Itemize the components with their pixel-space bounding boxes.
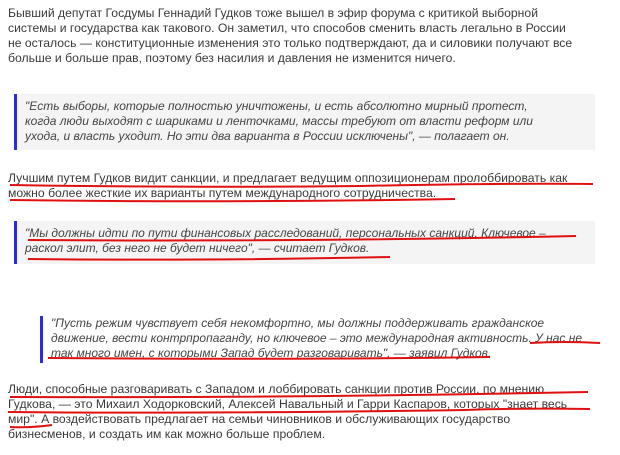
paragraph-intro (8, 6, 572, 66)
paragraph-sanctions (8, 171, 567, 201)
quote-line: раскол элит, без него не будет ничего", — считает Гудков. (25, 241, 370, 255)
paragraph-line: можно более жесткие их варианты путем международного сотрудничества. (8, 186, 437, 200)
blockquote-investigations (14, 221, 595, 264)
quote-line: когда люди выходят с шариками и ленточками, массы требуют от власти реформ или (25, 114, 533, 128)
paragraph-line: не осталось — конституционные изменения это только подтверждают, да и силовики получают все (8, 36, 573, 50)
paragraph-line: мир". А воздействовать предлагает на семьи чиновников и обслуживающих государство (8, 412, 511, 426)
blockquote-elections (14, 94, 595, 150)
paragraph-line: больше и больше прав, поэтому без насилия и давления не изменится ничего. (8, 51, 456, 65)
quote-line: "Мы должны идти по пути финансовых расследований, персональных санкций. Ключевое – (25, 226, 546, 240)
blockquote-regime (40, 316, 611, 363)
quote-line: движение, вести контрпропаганду, но ключевое – это международная активность. У нас не (51, 331, 583, 345)
paragraph-line: бизнесменов, и создать им как можно больше проблем. (8, 427, 326, 441)
quote-line: так много имен, с которыми Запад будет разговаривать", — заявил Гудков. (51, 346, 492, 360)
quote-line: "Пусть режим чувствует себя некомфортно, мы должны поддерживать гражданское (51, 316, 545, 330)
paragraph-line: Бывший депутат Госдумы Геннадий Гудков тоже вышел в эфир форума с критикой выборной (8, 6, 538, 20)
quote-line: ухода, и власть уходит. Но эти два варианта в России исключены", — полагает он. (25, 129, 510, 143)
paragraph-line: Гудкова, — это Михаил Ходорковский, Алексей Навальный и Гарри Каспаров, которых "знает весь (8, 397, 568, 411)
paragraph-line: Лучшим путем Гудков видит санкции, и предлагает ведущим оппозиционерам пролоббировать как (8, 171, 568, 185)
quote-line: "Есть выборы, которые полностью уничтожены, и есть абсолютно мирный протест, (25, 99, 528, 113)
paragraph-leaders (8, 382, 567, 442)
paragraph-line: Люди, способные разговаривать с Западом и лоббировать санкции против России, по мнению (8, 382, 545, 396)
paragraph-line: системы и государства как такового. Он заметил, что способов сменить власть легально в России (8, 21, 566, 35)
